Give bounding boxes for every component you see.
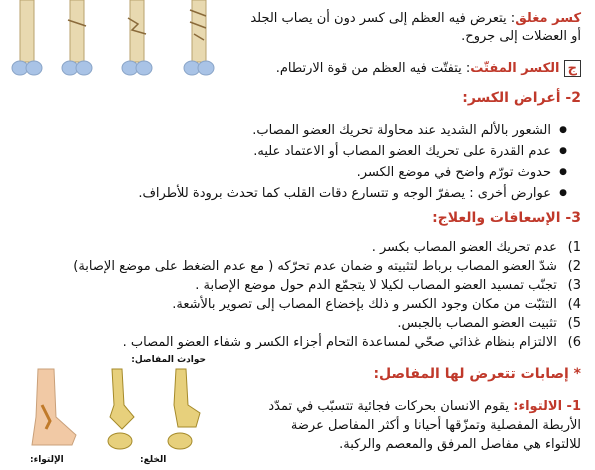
list-item bbox=[73, 295, 581, 314]
item-text: التثبّت من مكان وجود الكسر و ذلك بإخضاع المصاب إلى تصوير بالأشعة. bbox=[172, 297, 557, 312]
joint-drawings bbox=[10, 365, 210, 455]
item-number: 5) bbox=[567, 316, 581, 331]
closed-fracture-term: كسر مغلق bbox=[515, 11, 581, 26]
list-item bbox=[73, 238, 581, 257]
list-item: ● عدم القدرة على تحريك العضو المصاب أو الاعتماد عليه. bbox=[138, 141, 567, 162]
bone-1 bbox=[12, 0, 42, 75]
joint-injuries-figure bbox=[10, 355, 210, 470]
closed-fracture-line bbox=[250, 10, 581, 28]
item-number: 6) bbox=[567, 335, 581, 350]
list-item: ● حدوث تورّم واضح في موضع الكسر. bbox=[138, 162, 567, 183]
list-item bbox=[73, 314, 581, 333]
bone-2 bbox=[62, 0, 92, 75]
sprain-label: الإلتواء: bbox=[30, 455, 64, 465]
sprain-line-3: للالتواء هي مفاصل المرفق والمعصم والركبة. bbox=[339, 437, 581, 452]
comminuted-fracture-term: الكسر المفتّت bbox=[470, 61, 560, 76]
closed-fracture-line-2: أو العضلات إلى جروح. bbox=[461, 29, 581, 44]
item-number: 3) bbox=[567, 278, 581, 293]
sprain-line-1 bbox=[268, 398, 581, 416]
closed-fracture-text: : يتعرض فيه العظم إلى كسر دون أن يصاب الجلد bbox=[250, 11, 516, 26]
list-item bbox=[73, 333, 581, 352]
comminuted-fracture-line bbox=[276, 60, 581, 78]
symptoms-list bbox=[138, 120, 567, 204]
symptoms-heading: 2- أعراض الكسر: bbox=[462, 90, 581, 106]
sprain-text: يقوم الانسان بحركات فجائية تتسبّب في تمدّد bbox=[268, 399, 514, 414]
item-text: الالتزام بنظام غذائي صحّي لمساعدة التحام أجزاء الكسر و شفاء العضو المصاب . bbox=[122, 335, 557, 350]
joint-injuries-heading bbox=[373, 366, 581, 382]
item-text: شدّ العضو المصاب برباط لتثبيته و ضمان عدم تحرّكه ( مع عدم الضغط على موضع الإصابة) bbox=[73, 259, 557, 274]
joint-injuries-title: إصابات تتعرض لها المفاصل: bbox=[373, 366, 569, 382]
item-text: تجنّب تمسيد العضو المصاب لكيلا لا يتجمّع الدم حول موضع الإصابة . bbox=[195, 278, 557, 293]
ankle-sprain-drawing bbox=[32, 369, 76, 445]
bone-3 bbox=[122, 0, 152, 75]
first-aid-list bbox=[73, 238, 581, 352]
bone-4 bbox=[184, 0, 214, 75]
dislocation-drawing-2 bbox=[168, 369, 200, 449]
list-item bbox=[73, 257, 581, 276]
sprain-title: 1- الالتواء: bbox=[513, 399, 581, 414]
item-number: 1) bbox=[567, 240, 581, 255]
item-text: تثبيت العضو المصاب بالجبس. bbox=[397, 316, 557, 331]
figure-title: حوادث المفاصل: bbox=[131, 355, 206, 365]
list-item: ● الشعور بالألم الشديد عند محاولة تحريك العضو المصاب. bbox=[138, 120, 567, 141]
item-text: عدم تحريك العضو المصاب بكسر . bbox=[371, 240, 557, 255]
item-number: 2) bbox=[567, 259, 581, 274]
item-number: 4) bbox=[567, 297, 581, 312]
first-aid-heading: 3- الإسعافات والعلاج: bbox=[432, 210, 581, 226]
dislocation-label: الخلع: bbox=[140, 455, 167, 465]
comminuted-fracture-text: : يتفتّت فيه العظم من قوة الارتطام. bbox=[275, 61, 471, 76]
sprain-line-2: الأربطة المفصلية وتمزّقها أحيانا و أكثر المفاصل عرضة bbox=[290, 418, 581, 433]
fracture-types-illustration bbox=[6, 0, 231, 80]
star-marker: * bbox=[573, 366, 581, 382]
dislocation-drawing-1 bbox=[108, 369, 134, 449]
list-item bbox=[73, 276, 581, 295]
section-marker: ج bbox=[564, 60, 581, 77]
list-item: ● عوارض أخرى : يصفرّ الوجه و تتسارع دقات القلب كما تحدث برودة للأطراف. bbox=[138, 183, 567, 204]
